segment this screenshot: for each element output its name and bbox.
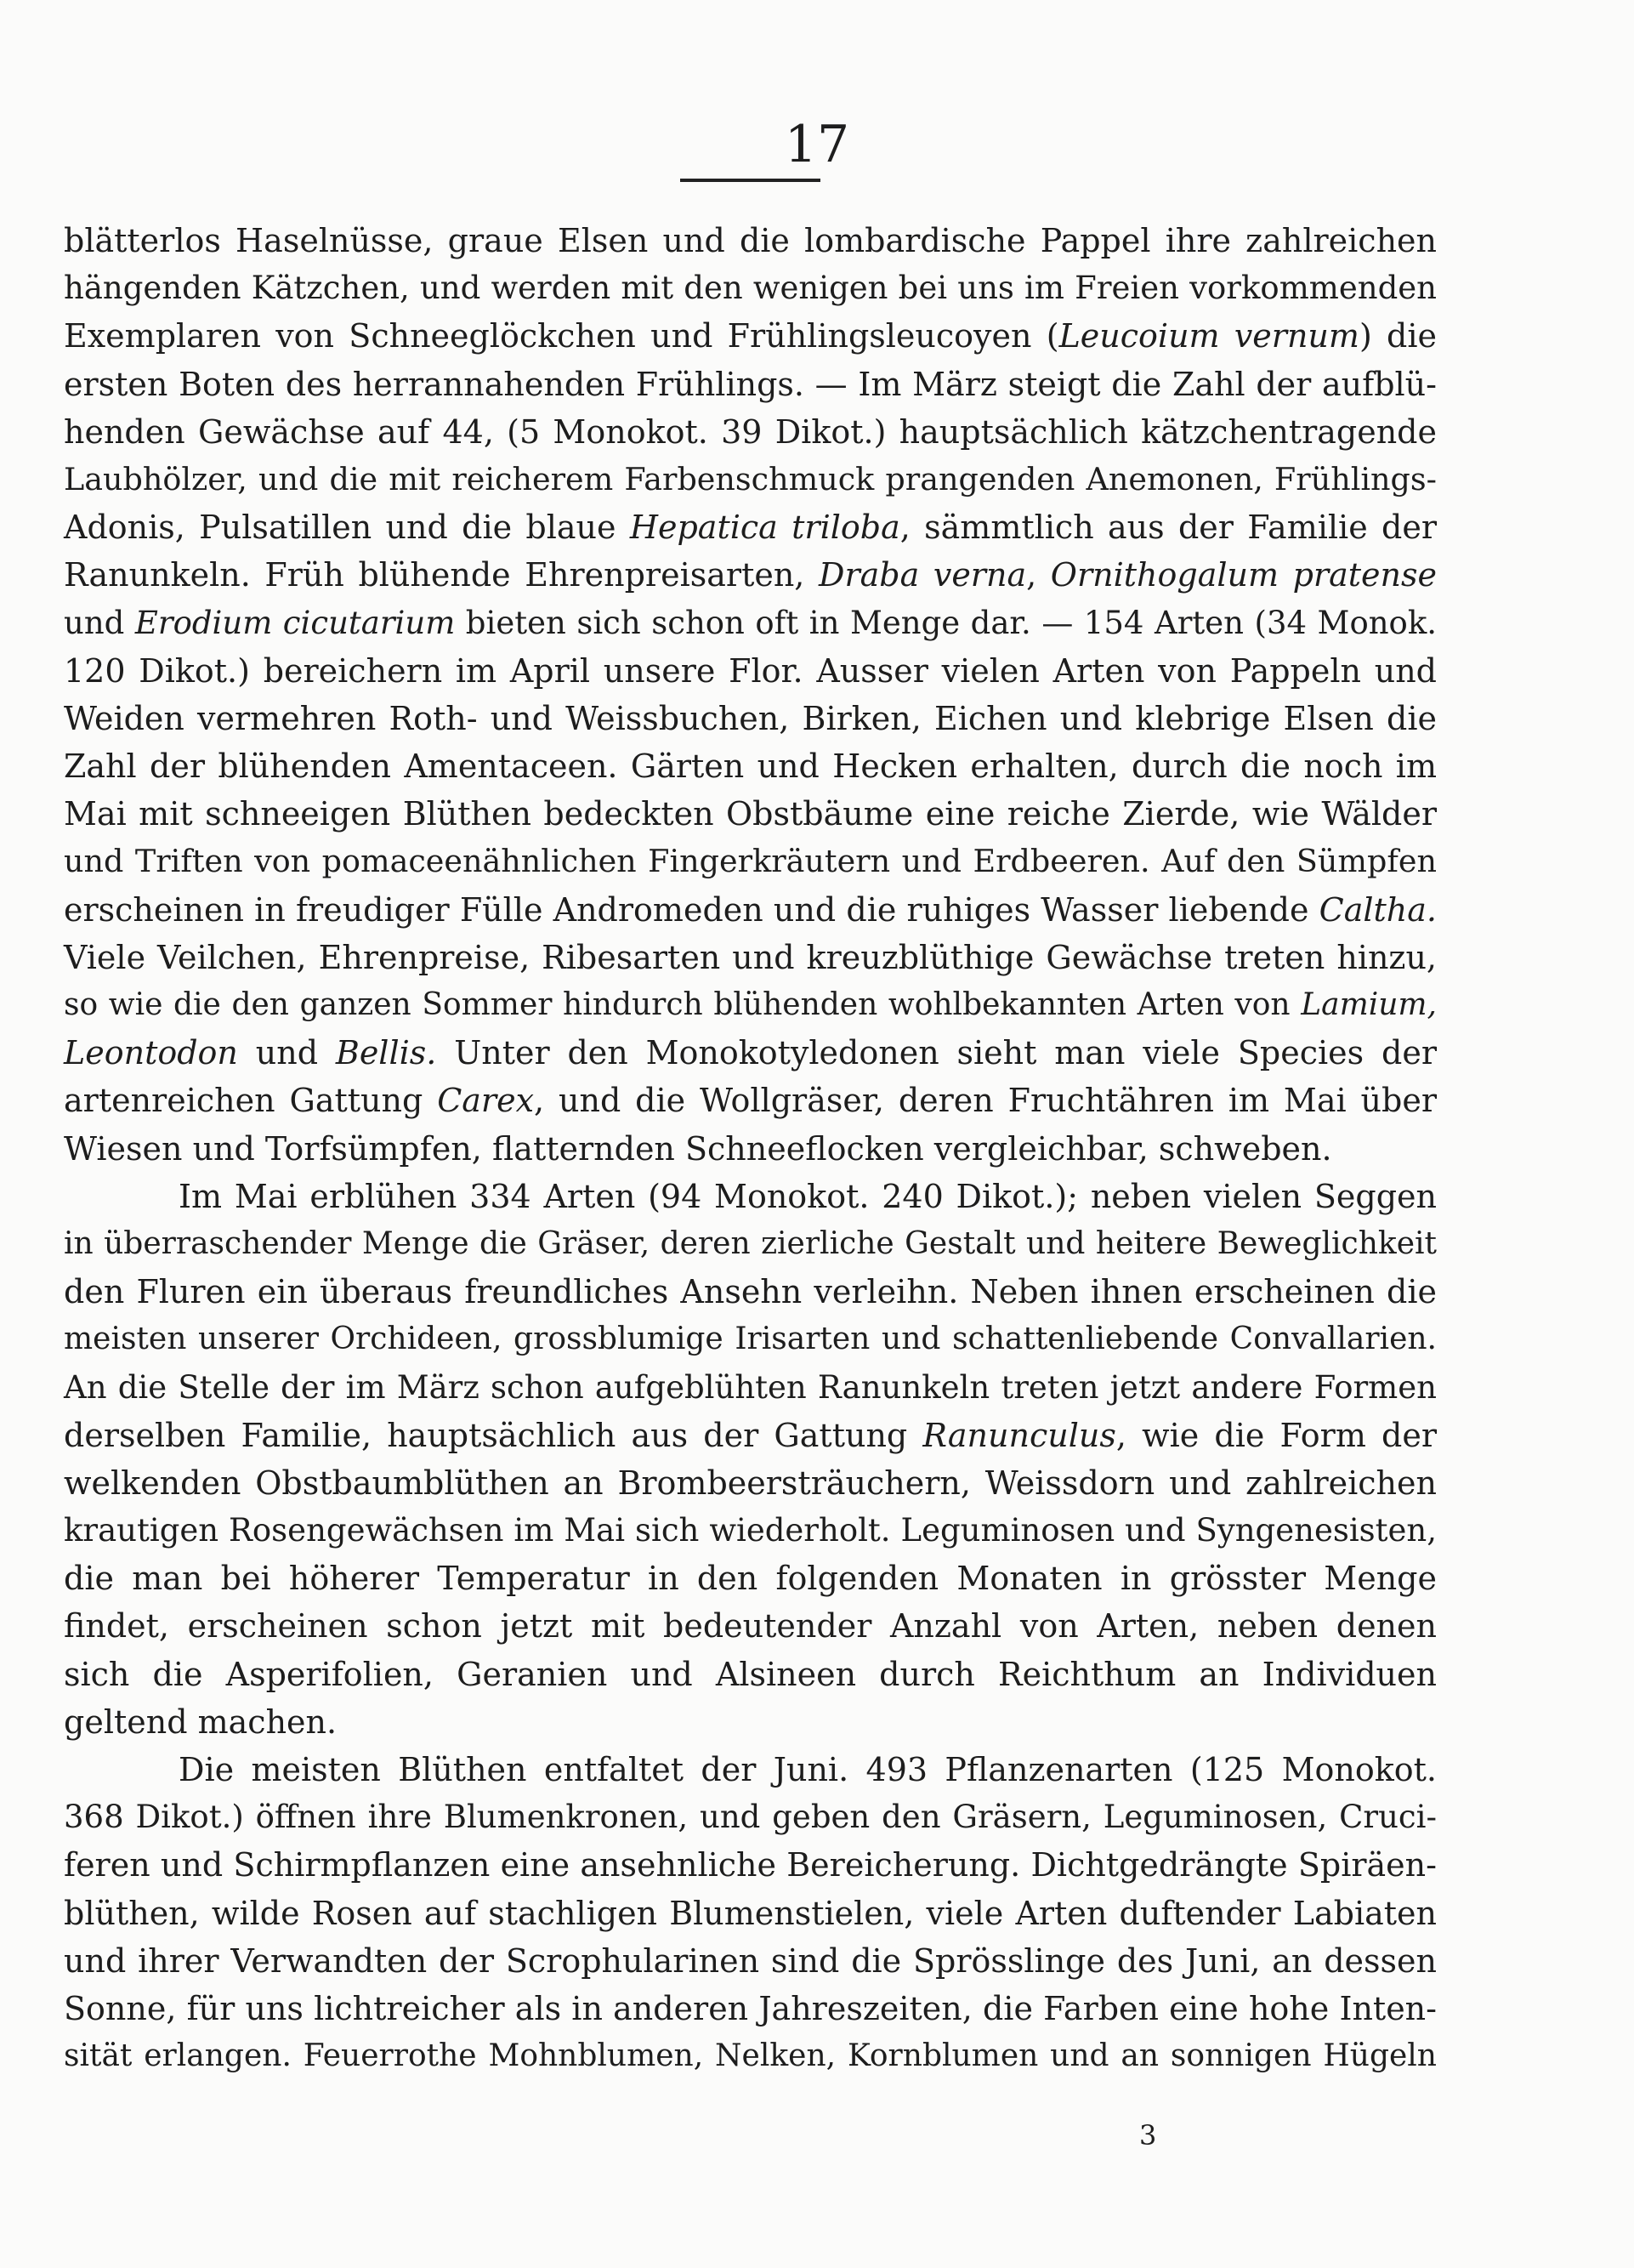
- text-line: [64, 312, 1437, 360]
- text-run: und ihrer Verwandten der Scrophularinen sind die Sprösslinge des Juni, an dessen: [64, 1941, 1437, 1980]
- text-line: [64, 1268, 1437, 1316]
- text-run: krautigen Rosengewächsen im Mai sich wiederholt. Leguminosen und Syngenesisten,: [64, 1512, 1437, 1549]
- text-run: Die meisten Blüthen entfaltet der Juni. 493 Pflanzenarten (125 Monokot.: [179, 1751, 1437, 1788]
- text-line: [64, 838, 1437, 885]
- text-line: [64, 503, 1437, 551]
- text-line: [64, 456, 1437, 503]
- text-run: und: [64, 604, 135, 641]
- page-number-rule: [680, 179, 820, 182]
- text-run: welkenden Obstbaumblüthen an Brombeersträuchern, Weissdorn und zahlreichen: [64, 1464, 1437, 1502]
- text-line: [64, 551, 1437, 599]
- text-line: [64, 408, 1437, 456]
- text-line: [64, 1937, 1437, 1985]
- text-line: [64, 647, 1437, 695]
- text-run: Viele Veilchen, Ehrenpreise, Ribesarten und kreuzblüthige Gewächse treten hinzu,: [64, 938, 1437, 976]
- text-line: [64, 1746, 1437, 1793]
- text-run: blüthen, wilde Rosen auf stachligen Blumenstielen, viele Arten duftender Labiaten: [64, 1894, 1437, 1932]
- text-line: [64, 790, 1437, 838]
- text-run: und: [237, 1034, 336, 1072]
- text-run: Wiesen und Torfsümpfen, flatternden Schneeflocken vergleichbar, schweben.: [64, 1129, 1332, 1168]
- text-line: [64, 1459, 1437, 1507]
- text-run: 120 Dikot.) bereichern im April unsere Flor. Ausser vielen Arten von Pappeln und: [64, 651, 1437, 690]
- text-run: Adonis, Pulsatillen und die blaue: [64, 509, 630, 547]
- text-line: [64, 1173, 1437, 1220]
- text-line: [64, 1555, 1437, 1602]
- text-line: [64, 981, 1437, 1029]
- text-line: [64, 1507, 1437, 1555]
- text-run: den Fluren ein überaus freundliches Ansehn verleihn. Neben ihnen erscheinen die: [64, 1273, 1437, 1311]
- text-run: findet, erscheinen schon jetzt mit bedeutender Anzahl von Arten, neben denen: [64, 1607, 1437, 1646]
- text-run: ersten Boten des herrannahenden Frühlings. — Im März steigt die Zahl der aufblü-: [64, 365, 1437, 403]
- text-line: [64, 2032, 1437, 2080]
- text-line: [64, 1841, 1437, 1889]
- text-run: , sämmtlich aus der Familie der: [899, 509, 1437, 547]
- text-run: sität erlangen. Feuerrothe Mohnblumen, Nelken, Kornblumen und an sonnigen Hügeln: [64, 2038, 1437, 2074]
- italic-term: Leontodon: [64, 1034, 238, 1072]
- text-line: [64, 1220, 1437, 1268]
- text-line: [64, 886, 1437, 934]
- text-run: Exemplaren von Schneeglöckchen und Frühlingsleucoyen (: [64, 317, 1059, 355]
- text-line: [64, 1698, 1437, 1746]
- text-line: [64, 1316, 1437, 1363]
- text-run: derselben Familie, hauptsächlich aus der Gattung: [64, 1416, 923, 1454]
- text-line: [64, 1602, 1437, 1650]
- text-run: Im Mai erblühen 334 Arten (94 Monokot. 240 Dikot.); neben vielen Seggen: [179, 1177, 1437, 1215]
- text-line: [64, 1985, 1437, 2032]
- italic-term: Hepatica triloba: [629, 509, 900, 547]
- text-run: , und die Wollgräser, deren Fruchtähren im Mai über: [534, 1082, 1437, 1120]
- text-run: ) die: [1359, 317, 1437, 355]
- printer-signature: 3: [1139, 2119, 1157, 2151]
- text-run: die man bei höherer Temperatur in den folgenden Monaten in grösster Menge: [64, 1560, 1437, 1598]
- text-run: blätterlos Haselnüsse, graue Elsen und die lombardische Pappel ihre zahlreichen: [64, 222, 1437, 259]
- text-run: artenreichen Gattung: [64, 1082, 438, 1120]
- text-run: Laubhölzer, und die mit reicherem Farbenschmuck prangenden Anemonen, Frühlings-: [64, 460, 1437, 497]
- text-run: meisten unserer Orchideen, grossblumige Irisarten und schattenliebende Convallarien.: [64, 1322, 1437, 1357]
- text-line: [64, 1029, 1437, 1077]
- text-line: [64, 1890, 1437, 1937]
- text-run: sich die Asperifolien, Geranien und Alsineen durch Reichthum an Individuen: [64, 1655, 1437, 1693]
- italic-term: Ornithogalum pratense: [1050, 556, 1437, 594]
- italic-term: Caltha.: [1319, 890, 1437, 929]
- text-line: [64, 1125, 1437, 1173]
- text-line: [64, 1651, 1437, 1698]
- text-run: ,: [1026, 556, 1051, 594]
- page-number: 17: [784, 115, 850, 174]
- text-line: [64, 934, 1437, 981]
- text-line: [64, 742, 1437, 790]
- text-run: 368 Dikot.) öffnen ihre Blumenkronen, und geben den Gräsern, Leguminosen, Cruci-: [64, 1799, 1437, 1836]
- italic-term: Draba verna: [818, 556, 1027, 594]
- text-run: hängenden Kätzchen, und werden mit den wenigen bei uns im Freien vorkommenden: [64, 270, 1437, 307]
- italic-term: Lamium,: [1301, 987, 1437, 1022]
- text-run: , wie die Form der: [1115, 1416, 1438, 1454]
- text-line: [64, 264, 1437, 312]
- italic-term: Carex: [437, 1082, 535, 1120]
- text-run: Unter den Monokotyledonen sieht man viele Species der: [436, 1034, 1437, 1072]
- text-run: geltend machen.: [64, 1702, 338, 1741]
- text-run: Zahl der blühenden Amentaceen. Gärten und Hecken erhalten, durch die noch im: [64, 747, 1437, 786]
- text-run: bieten sich schon oft in Menge dar. — 154 Arten (34 Monok.: [455, 604, 1438, 641]
- text-line: [64, 1077, 1437, 1124]
- body-text: [64, 217, 1437, 2080]
- text-run: Sonne, für uns lichtreicher als in anderen Jahreszeiten, die Farben eine hohe Inten-: [64, 1989, 1437, 2027]
- text-line: [64, 217, 1437, 264]
- italic-term: Leucoium vernum: [1058, 317, 1359, 355]
- text-line: [64, 1412, 1437, 1459]
- text-run: feren und Schirmpflanzen eine ansehnliche Bereicherung. Dichtgedrängte Spiräen-: [64, 1846, 1437, 1884]
- italic-term: Erodium cicutarium: [134, 604, 456, 641]
- text-run: und Triften von pomaceenähnlichen Fingerkräutern und Erdbeeren. Auf den Sümpfen: [64, 843, 1437, 880]
- text-run: Ranunkeln. Früh blühende Ehrenpreisarten,: [64, 556, 819, 594]
- text-line: [64, 1793, 1437, 1841]
- text-line: [64, 361, 1437, 408]
- text-run: so wie die den ganzen Sommer hindurch blühenden wohlbekannten Arten von: [64, 987, 1302, 1022]
- italic-term: Ranunculus: [922, 1416, 1116, 1454]
- text-line: [64, 1364, 1437, 1412]
- text-run: henden Gewächse auf 44, (5 Monokot. 39 Dikot.) hauptsächlich kätzchentragende: [64, 412, 1437, 451]
- text-line: [64, 695, 1437, 742]
- text-run: Weiden vermehren Roth- und Weissbuchen, Birken, Eichen und klebrige Elsen die: [64, 699, 1437, 737]
- text-run: in überraschender Menge die Gräser, deren zierliche Gestalt und heitere Beweglichkeit: [64, 1225, 1437, 1261]
- text-run: Mai mit schneeigen Blüthen bedeckten Obstbäume eine reiche Zierde, wie Wälder: [64, 795, 1437, 833]
- text-line: [64, 600, 1437, 647]
- text-run: An die Stelle der im März schon aufgeblühten Ranunkeln treten jetzt andere Formen: [64, 1368, 1437, 1406]
- italic-term: Bellis.: [335, 1034, 437, 1072]
- text-run: erscheinen in freudiger Fülle Andromeden und die ruhiges Wasser liebende: [64, 890, 1319, 929]
